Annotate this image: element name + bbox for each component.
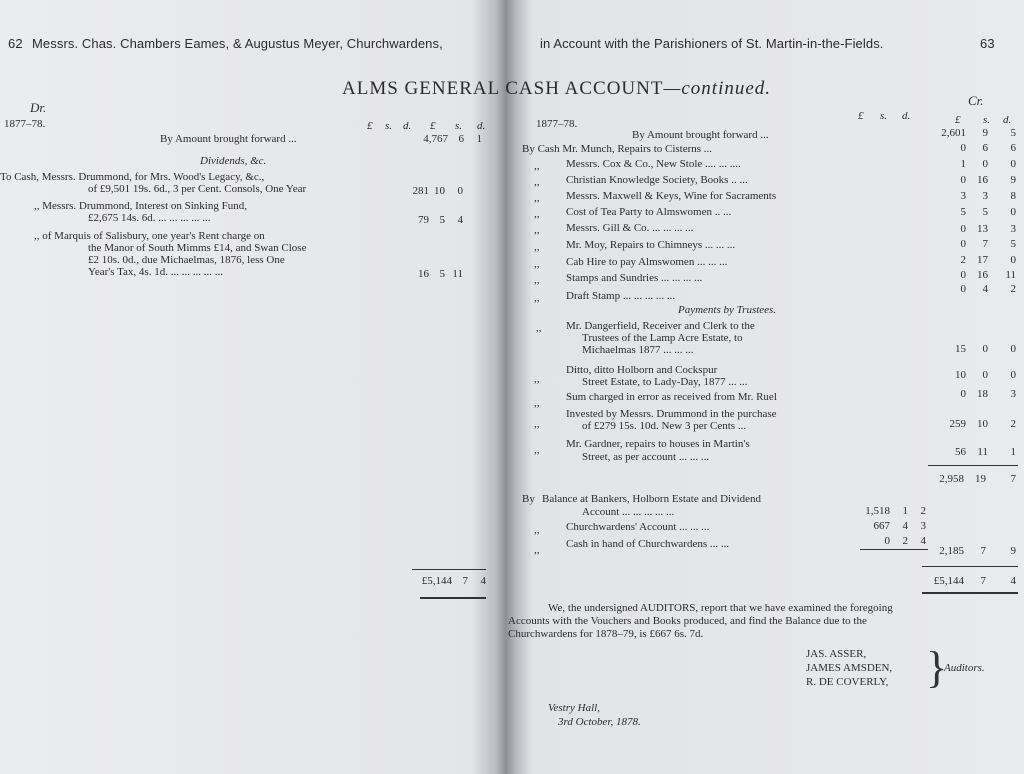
cr-item-line: Ditto, ditto Holborn and Cockspur	[566, 364, 718, 376]
cr-item-ditto: ,,	[534, 292, 540, 304]
dr-item-shillings: 10	[434, 185, 445, 197]
dr-brought-forward-pence: 1	[476, 133, 482, 145]
cr-item-ditto: ,,	[534, 373, 540, 385]
cr-item-line: Michaelmas 1877 ... ... ...	[582, 344, 694, 356]
dr-item-pounds: 79	[418, 214, 429, 226]
left-page-number: 62	[8, 36, 23, 51]
cr-item-line: of £279 15s. 10d. New 3 per Cents ...	[582, 420, 747, 432]
dr-item-line: £2 10s. 0d., due Michaelmas, 1876, less One	[88, 254, 285, 266]
dr-total-rule-bottom	[420, 597, 486, 599]
cr-balance-pence: 9	[1010, 545, 1016, 557]
right-page-number: 63	[980, 36, 995, 51]
brace-icon: }	[926, 643, 948, 692]
cr-item-line: Mr. Gardner, repairs to houses in Martin's	[566, 438, 750, 450]
auditor-name: R. DE COVERLY,	[806, 676, 889, 688]
cr-total-shillings: 7	[980, 575, 986, 587]
cr-item-text: By Amount brought forward ...	[632, 129, 769, 141]
dr-total-shillings: 7	[462, 575, 468, 587]
dr-label: Dr.	[30, 100, 47, 115]
dr-item-line: the Manor of South Mimms £14, and Swan Close	[88, 242, 307, 254]
signature-place: Vestry Hall,	[548, 702, 600, 714]
cr-item-line: Cash in hand of Churchwardens ... ...	[566, 538, 730, 550]
right-running-title: in Account with the Parishioners of St. Martin-in-the-Fields.	[540, 36, 884, 51]
cr-total-pence: 4	[1010, 575, 1016, 587]
dr-item-pounds: 16	[418, 268, 429, 280]
cr-item-ditto: ,,	[536, 322, 542, 334]
cr-item-line: Street Estate, to Lady-Day, 1877 ... ...	[582, 376, 748, 388]
dr-brought-forward-shillings: 6	[458, 133, 464, 145]
dr-total-pounds: £5,144	[421, 575, 452, 587]
cr-item-ditto: ,,	[534, 241, 540, 253]
dr-item-line: To Cash, Messrs. Drummond, for Mrs. Wood's Legacy, &c.,	[0, 171, 265, 183]
cr-item-ditto: ,,	[534, 397, 540, 409]
cr-balance-pounds: 2,185	[939, 545, 964, 557]
cr-item-line: Trustees of the Lamp Acre Estate, to	[582, 332, 743, 344]
cr-item-ditto: ,,	[534, 524, 540, 536]
account-title-suffix: —continued.	[663, 78, 772, 99]
cr-item-ditto: ,,	[534, 258, 540, 270]
cr-item-ditto: ,,	[534, 418, 540, 430]
dr-item-line: of £9,501 19s. 6d., 3 per Cent. Consols, One Year	[88, 183, 307, 195]
cr-item-text: Stamps and Sundries ... ... ... ...	[566, 272, 703, 284]
cr-item-text: Cost of Tea Party to Almswomen .. ...	[566, 206, 732, 218]
dr-total-rule-top	[412, 569, 486, 570]
left-running-title: Messrs. Chas. Chambers Eames, & Augustus Meyer, Churchwardens,	[32, 36, 443, 51]
cr-item-line: Invested by Messrs. Drummond in the purchase	[566, 408, 777, 420]
cr-total-rule-bottom	[922, 592, 1018, 594]
dr-total-pence: 4	[480, 575, 486, 587]
dr-item-line: Year's Tax, 4s. 1d. ... ... ... ... ...	[88, 266, 223, 278]
auditor-name: JAS. ASSER,	[806, 648, 867, 660]
cr-item-ditto: ,,	[534, 176, 540, 188]
cr-item-ditto: ,,	[534, 274, 540, 286]
cr-total-rule-top	[922, 566, 1018, 567]
dividends-heading: Dividends, &c.	[200, 155, 267, 167]
dr-year: 1877–78.	[4, 118, 46, 130]
cr-total-pounds: £5,144	[933, 575, 964, 587]
cr-item-text: Cab Hire to pay Almswomen ... ... ...	[566, 256, 728, 268]
cr-item-text: Draft Stamp ... ... ... ... ...	[566, 290, 676, 302]
dr-item-line: ,, of Marquis of Salisbury, one year's Rent charge on	[34, 230, 265, 242]
dr-item-pence: 11	[452, 268, 463, 280]
dr-brought-forward-pounds: 4,767	[423, 133, 448, 145]
auditors-report-line: We, the undersigned AUDITORS, report that we have examined the foregoing	[548, 602, 893, 614]
cr-item-ditto: ,,	[534, 544, 540, 556]
cr-balance-rule	[860, 549, 928, 550]
cr-item-line: Churchwardens' Account ... ... ...	[566, 521, 710, 533]
cr-item-text: Christian Knowledge Society, Books .. ...	[566, 174, 748, 186]
signature-date: 3rd October, 1878.	[558, 716, 641, 728]
auditors-report-line: Churchwardens for 1878–79, is £667 6s. 7d.	[508, 628, 704, 640]
cr-item-ditto: ,,	[534, 224, 540, 236]
cr-subtotal-pence: 7	[1010, 473, 1016, 485]
cr-balance-shillings: 7	[980, 545, 986, 557]
cr-item-text: Mr. Moy, Repairs to Chimneys ... ... ...	[566, 239, 736, 251]
auditors-role: Auditors.	[944, 662, 985, 674]
cr-subtotal-pounds: 2,958	[939, 473, 964, 485]
cr-item-line: Account ... ... ... ... ...	[582, 506, 675, 518]
cr-item-ditto: ,,	[534, 192, 540, 204]
cr-subtotal-rule	[928, 465, 1018, 466]
dr-item-pence: 0	[457, 185, 463, 197]
cr-item-line: Balance at Bankers, Holborn Estate and Dividend	[542, 493, 762, 505]
cr-item-line: Street, as per account ... ... ...	[582, 451, 710, 463]
account-title	[342, 78, 771, 100]
account-title-main: ALMS GENERAL CASH ACCOUNT	[342, 78, 664, 99]
dr-item-pence: 4	[457, 214, 463, 226]
cr-item-text: Messrs. Cox & Co., New Stole .... ... ....	[566, 158, 741, 170]
cr-item-ditto: ,,	[534, 160, 540, 172]
cr-item-ditto: ,,	[534, 444, 540, 456]
auditor-name: JAMES AMSDEN,	[806, 662, 893, 674]
cr-item-line: Mr. Dangerfield, Receiver and Clerk to the	[566, 320, 755, 332]
trustees-heading: Payments by Trustees.	[678, 304, 777, 316]
cr-subtotal-shillings: 19	[975, 473, 986, 485]
cr-item-line: Sum charged in error as received from Mr. Ruel	[566, 391, 777, 403]
dr-item-shillings: 5	[439, 268, 445, 280]
auditors-report-line: Accounts with the Vouchers and Books produced, and find the Balance due to the	[508, 615, 867, 627]
cr-item-ditto: By	[522, 493, 535, 505]
cr-item-text: Messrs. Gill & Co. ... ... ... ...	[566, 222, 694, 234]
cr-item-ditto: ,,	[534, 208, 540, 220]
dr-item-shillings: 5	[439, 214, 445, 226]
dr-item-line: £2,675 14s. 6d. ... ... ... ... ...	[88, 212, 211, 224]
cr-item-text: Messrs. Maxwell & Keys, Wine for Sacraments	[566, 190, 777, 202]
dr-brought-forward-text: By Amount brought forward ...	[160, 133, 297, 145]
cr-year: 1877–78.	[536, 118, 578, 130]
dr-item-line: ,, Messrs. Drummond, Interest on Sinking Fund,	[34, 200, 247, 212]
ledger-spread: 62 Messrs. Chas. Chambers Eames, & Augustus Meyer, Churchwardens, in Account with the Parishioners of St. Martin-in-the-Fields. 63 ALMS GENERAL CASH ACCOUNT—continued. Dr. 1877–78. £ s. d. £ s. d. By Amount brought forward ... 4,767 6 1 Dividends, &c. To Cash, Messrs. Drummond, for Mrs. Wood's Legacy, &c., of £9,501 19s. 6d., 3 per Cent. Consols, One Year 281 10 0 ,, Messrs. Drummond, Interest on Sinking Fund, £2,675 14s. 6d. ... ... ... ... ... 79 5 4 ,, of Marquis of Salisbury, one year's Rent charge on the Manor of South Mimms £14, and Swan Close £2 10s. 0d., due Michaelmas, 1876, less One Year's Tax, 4s. 1d. ... ... ... ... ... 16 5 11 £5,144 7 4 Cr. 1877–78. £ s. d. £ s. d. By Amount brought forward ... 2,601 9 5 By Cash Mr. Munch, Repairs to Cisterns ... 0 6 6 ,, Messrs. Cox & Co., New Stole .... ... .... 1 0 0 ,, Christian Knowledge Society, Books .. ... 0 16 9 ,, Messrs. Maxwell & Keys, Wine for Sacraments 3 3 8 ,, Cost of Tea Party to Almswomen .. ... 5 5 0 ,, Messrs. Gill & Co. ... ... ... ... 0 13 3 ,, Mr. Moy, Repairs to Chimneys ... ... ... 0 7 5 ,, Cab Hire to pay Almswomen ... ... ... 2 17 0 ,, Stamps and Sundries ... ... ... ... 0 16 11 ,, Draft Stamp ... ... ... ... ... 0 4 2 Payments by Trustees. ,, Mr. Dangerfield, Receiver and Clerk to the Trustees of the Lamp Acre Estate, to Michaelmas 1877 ... ... ... 15 0 0 ,, Ditto, ditto Holborn and Cockspur Street Estate, to Lady-Day, 1877 ... ... 10 0 0 ,, Sum charged in error as received from Mr. Ruel 0 18 3 ,, Invested by Messrs. Drummond in the purchase of £279 15s. 10d. New 3 per Cents ... 259 10 2 ,, Mr. Gardner, repairs to houses in Martin's Street, as per account ... ... ... 56 11 1 2,958 19 7 By Balance at Bankers, Holborn Estate and Dividend Account ... ... ... ... ... 1,518 1 2 ,, Churchwardens' Account ... ... ... 667 4 3 ,, Cash in hand of Churchwardens ... ... 0 2 4 2,185 7 9 £5,144 7 4 We, the undersigned AUDITORS, report that we have examined the foregoing Accounts with the Vouchers and Books produced, and find the Balance due to the Churchwardens for 1878–79, is £667 6s. 7d. JAS. ASSER, JAMES AMSDEN, R. DE COVERLY, } Auditors. Vestry Hall, 3rd October, 1878.	[0, 0, 1024, 774]
dr-item-pounds: 281	[412, 185, 429, 197]
cr-item-text: By Cash Mr. Munch, Repairs to Cisterns ...	[522, 143, 713, 155]
cr-label: Cr.	[968, 93, 984, 108]
